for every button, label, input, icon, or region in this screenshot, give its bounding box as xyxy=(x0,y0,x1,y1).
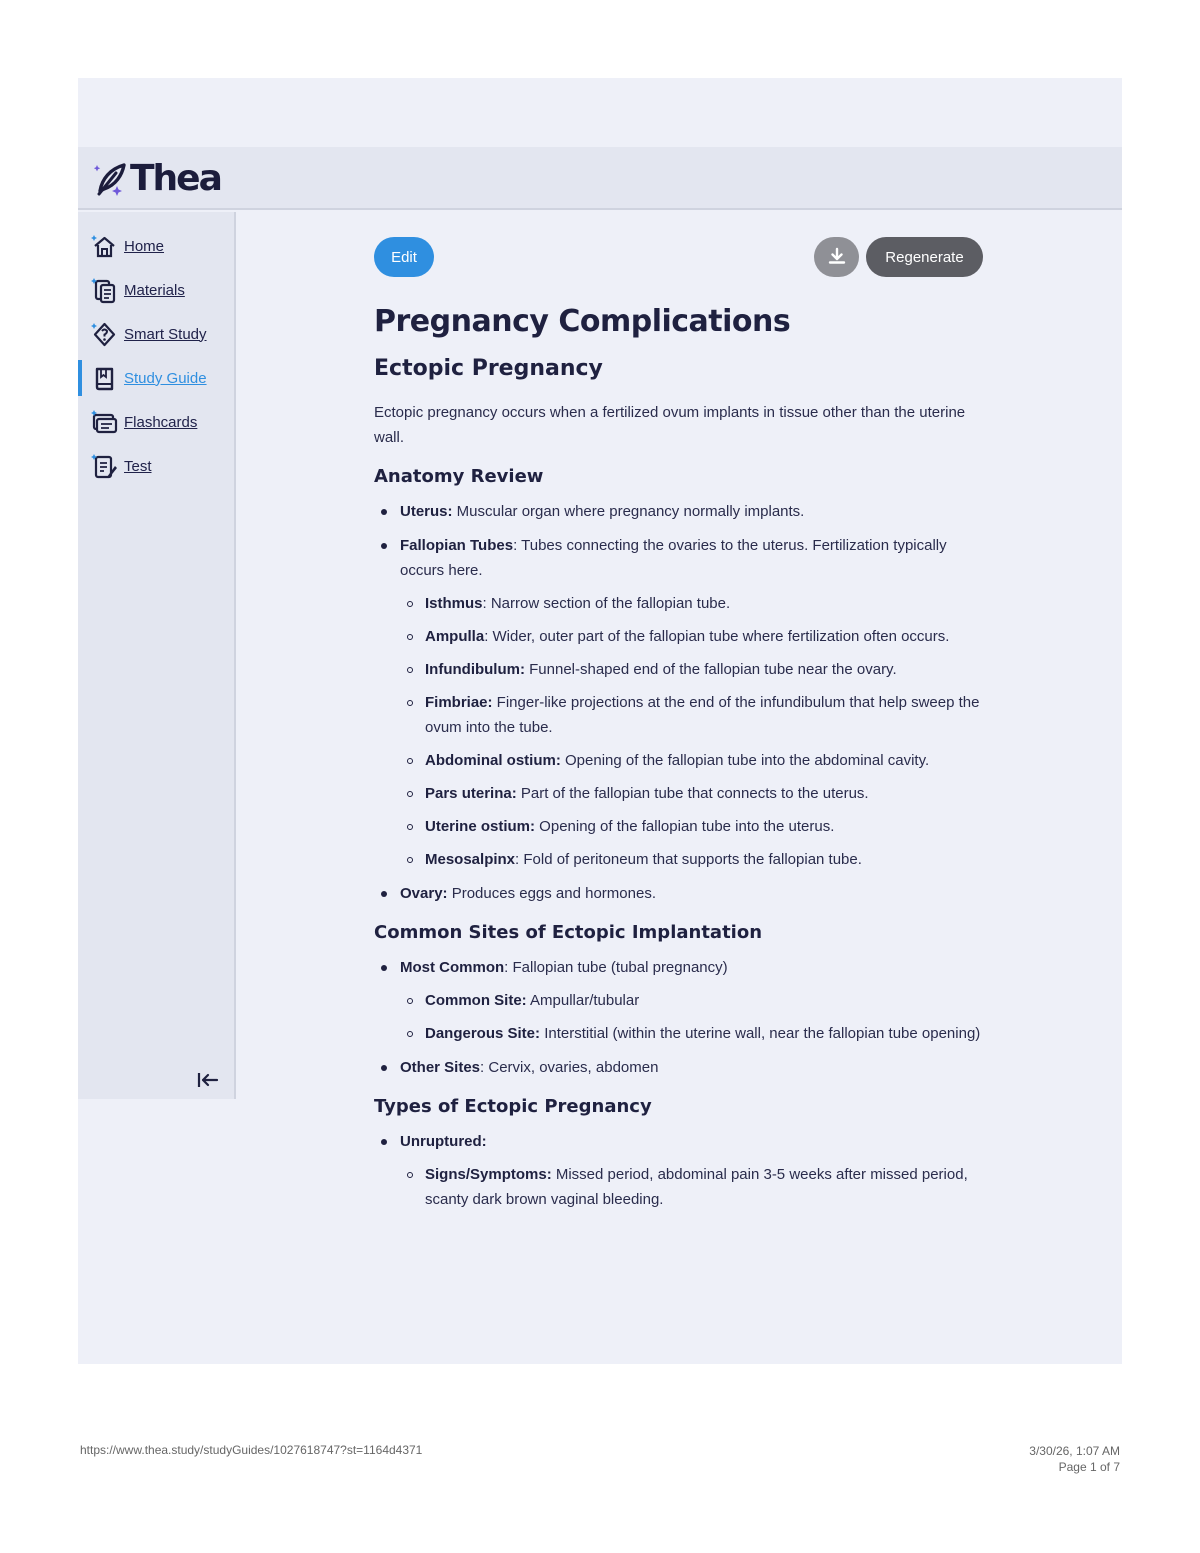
anatomy-list xyxy=(374,499,994,906)
types-heading: Types of Ectopic Pregnancy xyxy=(374,1096,652,1117)
anatomy-heading: Anatomy Review xyxy=(374,466,544,487)
print-footer-url: https://www.thea.study/studyGuides/1027618747?st=1164d4371 xyxy=(80,1443,423,1457)
sites-sublist xyxy=(400,988,994,1046)
list-item: Dangerous Site: Interstitial (within the uterine wall, near the fallopian tube opening) xyxy=(400,1021,994,1046)
top-header xyxy=(78,147,1122,210)
sidebar-item-label: Flashcards xyxy=(124,413,198,431)
materials-icon xyxy=(91,277,118,304)
sidebar-item-study-guide[interactable] xyxy=(78,360,234,396)
sidebar-item-materials[interactable] xyxy=(78,272,234,308)
edit-button[interactable]: Edit xyxy=(374,237,434,277)
study-guide-content xyxy=(374,300,994,1212)
download-button[interactable] xyxy=(814,237,859,277)
list-item: Mesosalpinx: Fold of peritoneum that supports the fallopian tube. xyxy=(400,847,994,872)
print-datetime: 3/30/26, 1:07 AM xyxy=(1029,1444,1120,1458)
app-name: Thea xyxy=(130,158,221,199)
sidebar-item-label: Smart Study xyxy=(124,325,207,343)
sidebar-item-label: Study Guide xyxy=(124,369,207,387)
list-item: Common Site: Ampullar/tubular xyxy=(400,988,994,1013)
thea-logo[interactable] xyxy=(94,159,221,199)
list-item: Most Common: Fallopian tube (tubal pregnancy) Common Site: Ampullar/tubular Dangerous Site: Interstitial (within the uterine wall, near the fallopian tube opening) xyxy=(374,955,994,1046)
study-guide-icon xyxy=(91,365,118,392)
list-item: Uterus: Muscular organ where pregnancy normally implants. xyxy=(374,499,994,524)
app-window xyxy=(78,78,1122,1364)
list-item: Signs/Symptoms: Missed period, abdominal pain 3-5 weeks after missed period, scanty dark brown vaginal bleeding. xyxy=(400,1162,994,1212)
list-item: Ovary: Produces eggs and hormones. xyxy=(374,881,994,906)
sidebar-item-smart-study[interactable] xyxy=(78,316,234,352)
test-icon xyxy=(91,453,118,480)
fallopian-parts-list xyxy=(400,591,994,872)
list-item: Abdominal ostium: Opening of the fallopian tube into the abdominal cavity. xyxy=(400,748,994,773)
types-sublist xyxy=(400,1162,994,1212)
sidebar-item-home[interactable] xyxy=(78,228,234,264)
sidebar-item-flashcards[interactable] xyxy=(78,404,234,440)
list-item: Isthmus: Narrow section of the fallopian tube. xyxy=(400,591,994,616)
list-item: Infundibulum: Funnel-shaped end of the fallopian tube near the ovary. xyxy=(400,657,994,682)
intro-paragraph: Ectopic pregnancy occurs when a fertilized ovum implants in tissue other than the uterine wall. xyxy=(374,404,966,446)
page-title: Pregnancy Complications xyxy=(374,304,791,339)
feather-logo-icon xyxy=(94,161,128,197)
list-item: Uterine ostium: Opening of the fallopian tube into the uterus. xyxy=(400,814,994,839)
home-icon xyxy=(91,233,118,260)
types-list xyxy=(374,1129,994,1212)
list-item: Fimbriae: Finger-like projections at the end of the infundibulum that help sweep the ovum into the tube. xyxy=(400,690,994,740)
sidebar-item-label: Home xyxy=(124,237,165,255)
section-title: Ectopic Pregnancy xyxy=(374,356,603,381)
list-item: Fallopian Tubes: Tubes connecting the ovaries to the uterus. Fertilization typically occurs here. Isthmus: Narrow section of the fallopian tube. Ampulla: Wider, outer part of the fallopian tube where fertilization often occurs. Infundibulum: Funnel-shaped end of the fallopian tube near the ovary. Fimbriae: Finger-like projections at the end of the infundibulum that help sweep the ovum into the tube. Abdominal ostium: Opening of the fallopian tube into the abdominal cavity. Pars uterina: Part of the fallopian tube that connects to the uterus. Uterine ostium: Opening of the fallopian tube into the uterus. Mesosalpinx: Fold of peritoneum that supports the fallopian tube. xyxy=(374,533,994,872)
list-item: Ampulla: Wider, outer part of the fallopian tube where fertilization often occurs. xyxy=(400,624,994,649)
sites-heading: Common Sites of Ectopic Implantation xyxy=(374,922,763,943)
list-item: Unruptured: Signs/Symptoms: Missed period, abdominal pain 3-5 weeks after missed period, scanty dark brown vaginal bleeding. xyxy=(374,1129,994,1212)
sidebar-item-label: Materials xyxy=(124,281,185,299)
flashcards-icon xyxy=(91,409,118,436)
list-item: Pars uterina: Part of the fallopian tube that connects to the uterus. xyxy=(400,781,994,806)
smart-study-icon xyxy=(91,321,118,348)
download-icon xyxy=(827,247,847,267)
sites-list xyxy=(374,955,994,1080)
print-page-number: Page 1 of 7 xyxy=(1058,1460,1120,1474)
regenerate-button[interactable]: Regenerate xyxy=(866,237,983,277)
sidebar-item-test[interactable] xyxy=(78,448,234,484)
sidebar xyxy=(78,212,236,1099)
list-item: Other Sites: Cervix, ovaries, abdomen xyxy=(374,1055,994,1080)
sidebar-item-label: Test xyxy=(124,457,152,475)
collapse-left-icon[interactable] xyxy=(194,1069,220,1091)
print-footer-info xyxy=(1029,1443,1120,1475)
